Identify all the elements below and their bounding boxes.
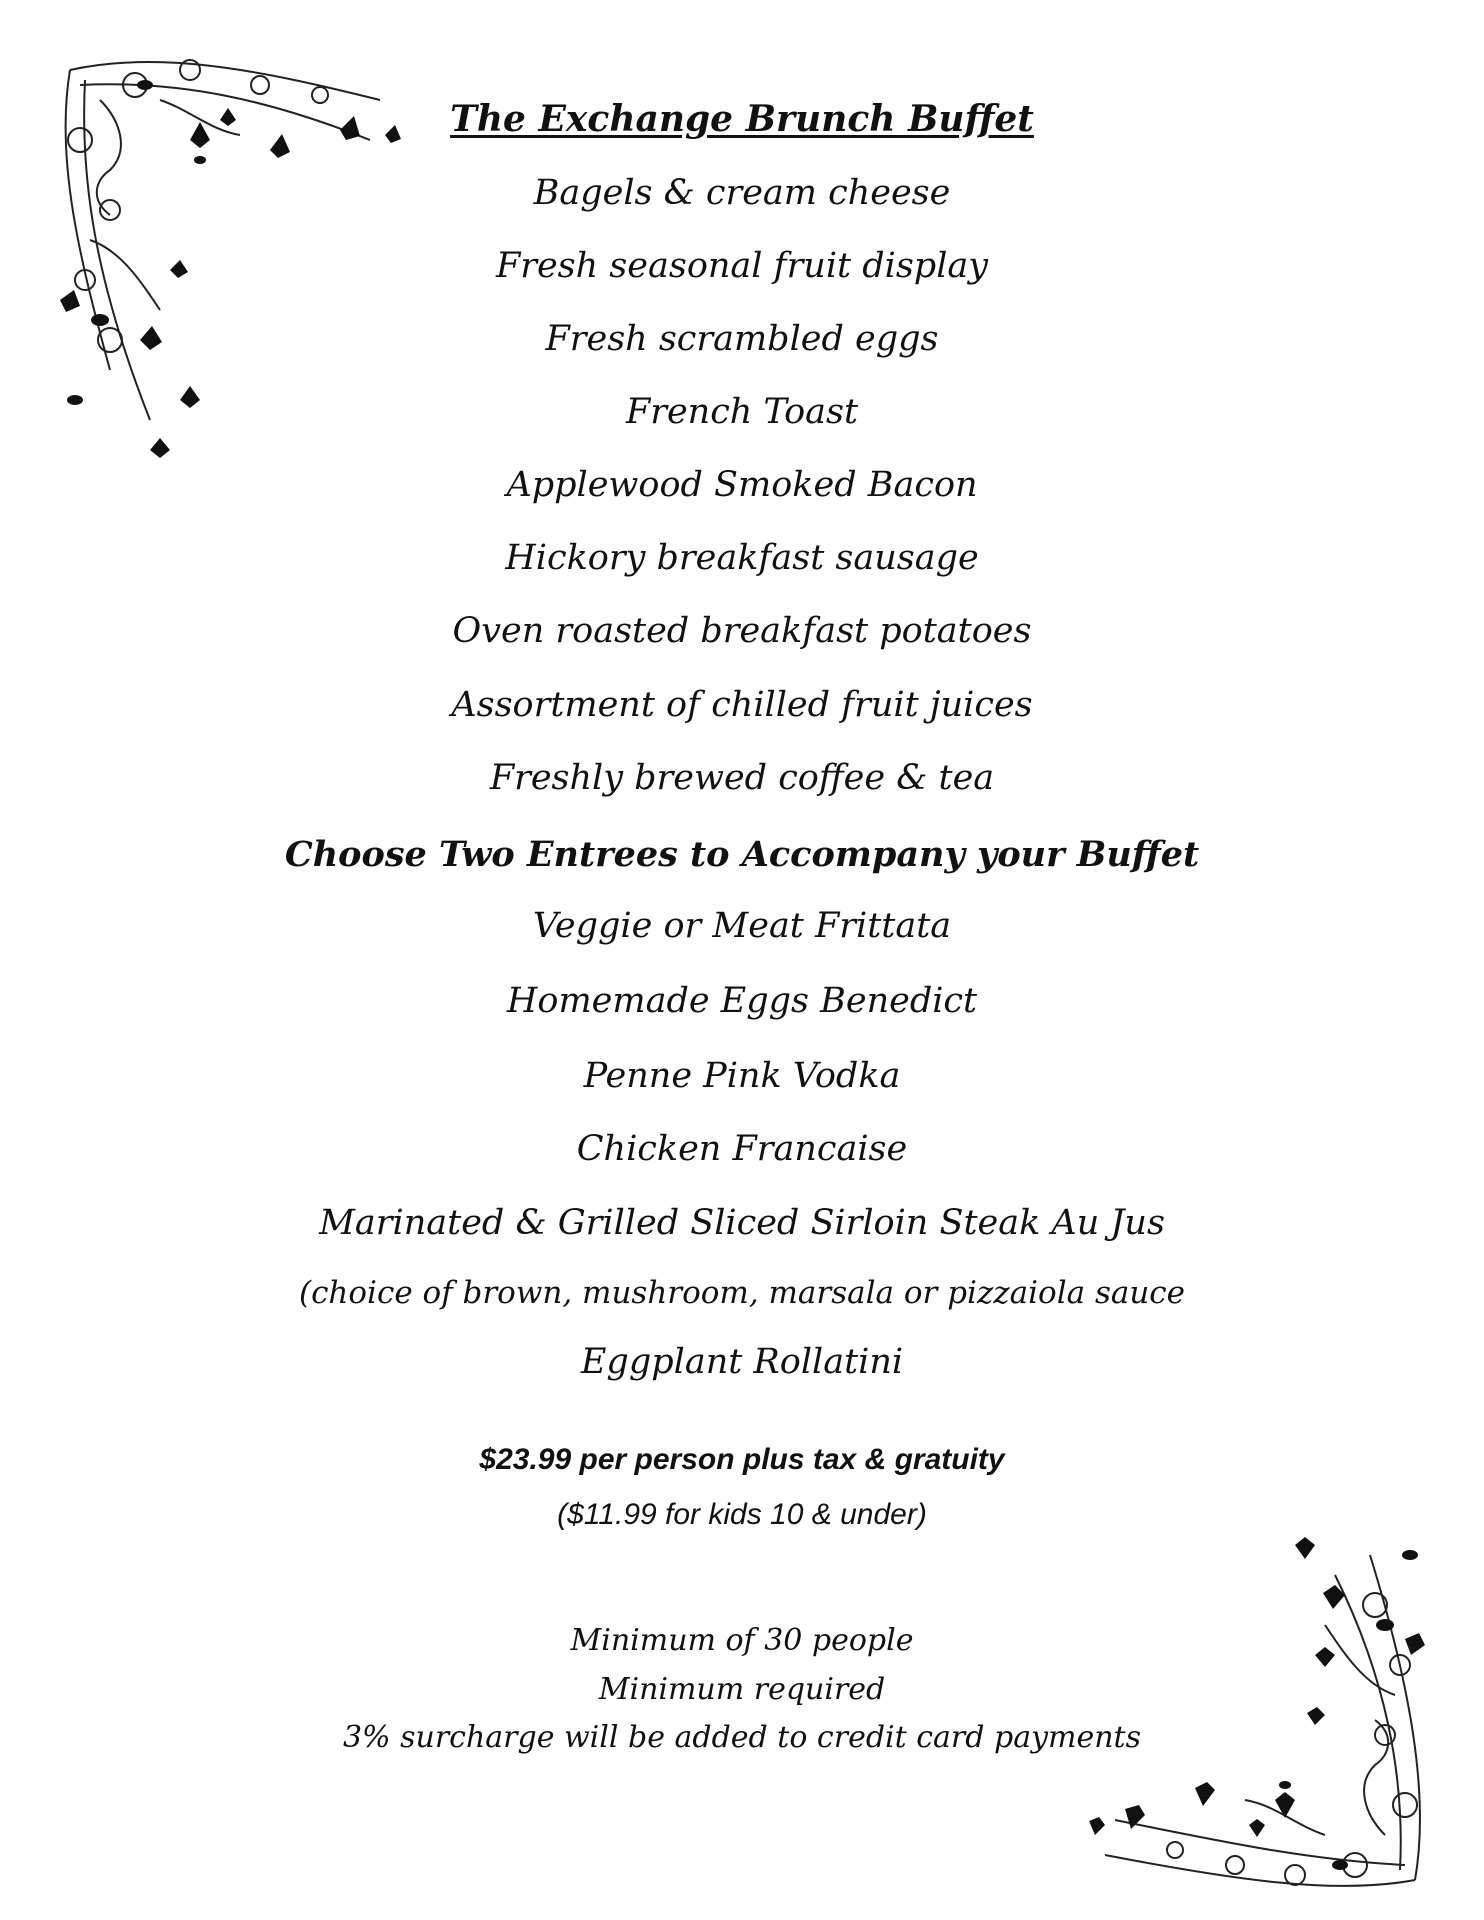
entree-item: Marinated & Grilled Sliced Sirloin Steak Au Jus [319, 1203, 1165, 1243]
buffet-item: French Toast [625, 392, 859, 432]
entree-item: Penne Pink Vodka [583, 1056, 901, 1096]
sauce-note: (choice of brown, mushroom, marsala or pizzaiola sauce [298, 1275, 1186, 1311]
adult-price: $23.99 per person plus tax & gratuity [479, 1443, 1005, 1476]
kids-price: ($11.99 for kids 10 & under) [557, 1498, 927, 1531]
buffet-item: Bagels & cream cheese [533, 173, 951, 213]
buffet-item: Fresh scrambled eggs [545, 319, 939, 359]
surcharge-note: 3% surcharge will be added to credit card payments [342, 1720, 1142, 1755]
minimum-people-note: Minimum of 30 people [570, 1623, 914, 1658]
floral-corner-ornament-bottom-right [1085, 1535, 1445, 1910]
buffet-item: Hickory breakfast sausage [505, 538, 979, 578]
buffet-item: Fresh seasonal fruit display [495, 246, 989, 286]
buffet-item: Freshly brewed coffee & tea [489, 758, 995, 798]
buffet-item: Oven roasted breakfast potatoes [452, 611, 1032, 651]
entree-item: Veggie or Meat Frittata [532, 906, 952, 946]
entrees-heading: Choose Two Entrees to Accompany your Buffet [284, 834, 1200, 875]
minimum-required-note: Minimum required [598, 1672, 886, 1707]
entree-item: Eggplant Rollatini [580, 1342, 904, 1382]
entree-item: Homemade Eggs Benedict [506, 981, 978, 1021]
buffet-item: Applewood Smoked Bacon [506, 465, 978, 505]
buffet-item: Assortment of chilled fruit juices [451, 685, 1033, 725]
entree-item: Chicken Francaise [576, 1129, 908, 1169]
menu-title: The Exchange Brunch Buffet [450, 98, 1034, 140]
